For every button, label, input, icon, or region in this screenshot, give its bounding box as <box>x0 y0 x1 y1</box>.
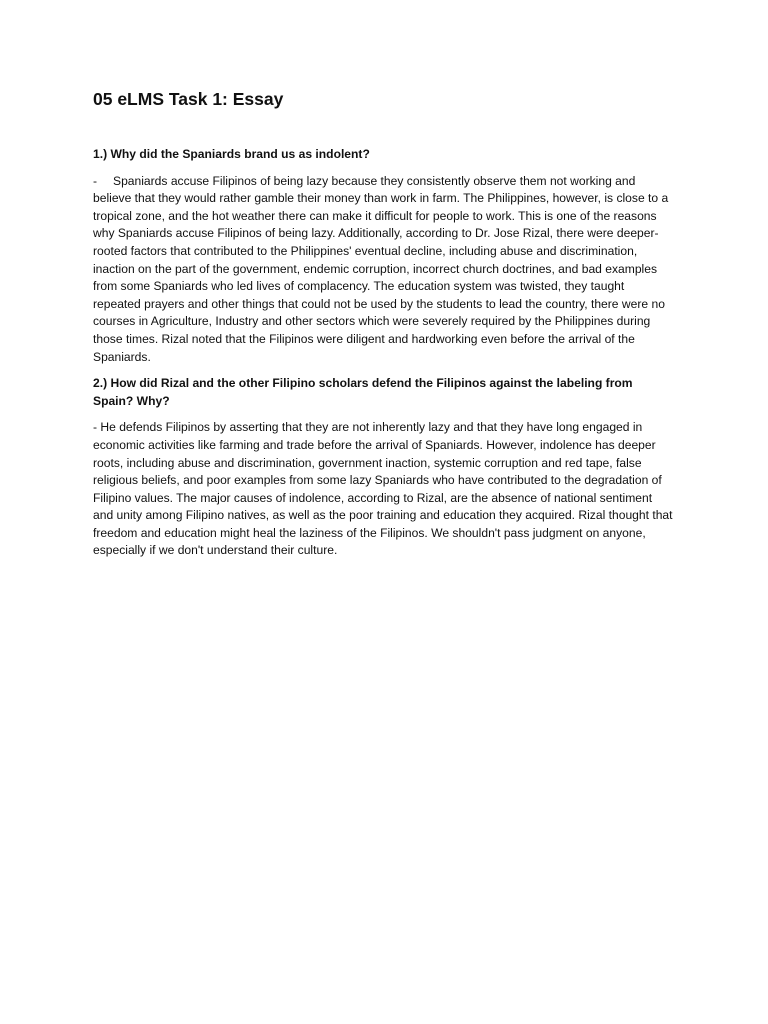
answer-2: - He defends Filipinos by asserting that they are not inherently lazy and that they have long engaged in economic activities like farming and trade before the arrival of Spaniards. However, indolence has deeper roots, including abuse and discrimination, government inaction, systemic corruption and red tape, false religious beliefs, and poor examples from some lazy Spaniards who have contributed to the degradation of Filipino values. The major causes of indolence, according to Rizal, are the absence of national sentiment and unity among Filipino natives, as well as the poor training and education they acquired. Rizal thought that freedom and education might heal the laziness of the Filipinos. We shouldn't pass judgment on anyone, especially if we don't understand their culture. <box>93 420 673 558</box>
answer-1-text: Spaniards accuse Filipinos of being lazy because they consistently observe them not working and believe that they would rather gamble their money than work in farm. The Philippines, however, is close to a tropical zone, and the hot weather there can make it difficult for people to work. This is one of the reasons why Spaniards accuse Filipinos of being lazy. Additionally, according to Dr. Jose Rizal, there were deeper-rooted factors that contributed to the Philippines' eventual decline, including abuse and discrimination, inaction on the part of the government, endemic corruption, incorrect church doctrines, and bad examples from some Spaniards who led lives of complacency. The education system was twisted, they taught repeated prayers and other things that could not be used by the students to lead the country, there were no courses in Agriculture, Industry and other sectors which were severely required by the Philippines during those times. Rizal noted that the Filipinos were diligent and hardworking even before the arrival of the Spaniards. <box>93 173 669 364</box>
document-title: 05 eLMS Task 1: Essay <box>93 89 284 109</box>
section-1 <box>93 146 675 366</box>
section-2 <box>93 375 675 560</box>
answer-1-bullet: - <box>93 173 98 188</box>
question-2: 2.) How did Rizal and the other Filipino scholars defend the Filipinos against the labeling from Spain? Why? <box>93 376 633 408</box>
answer-1 <box>93 173 675 367</box>
document-body <box>93 88 675 569</box>
question-1: 1.) Why did the Spaniards brand us as indolent? <box>93 147 370 161</box>
